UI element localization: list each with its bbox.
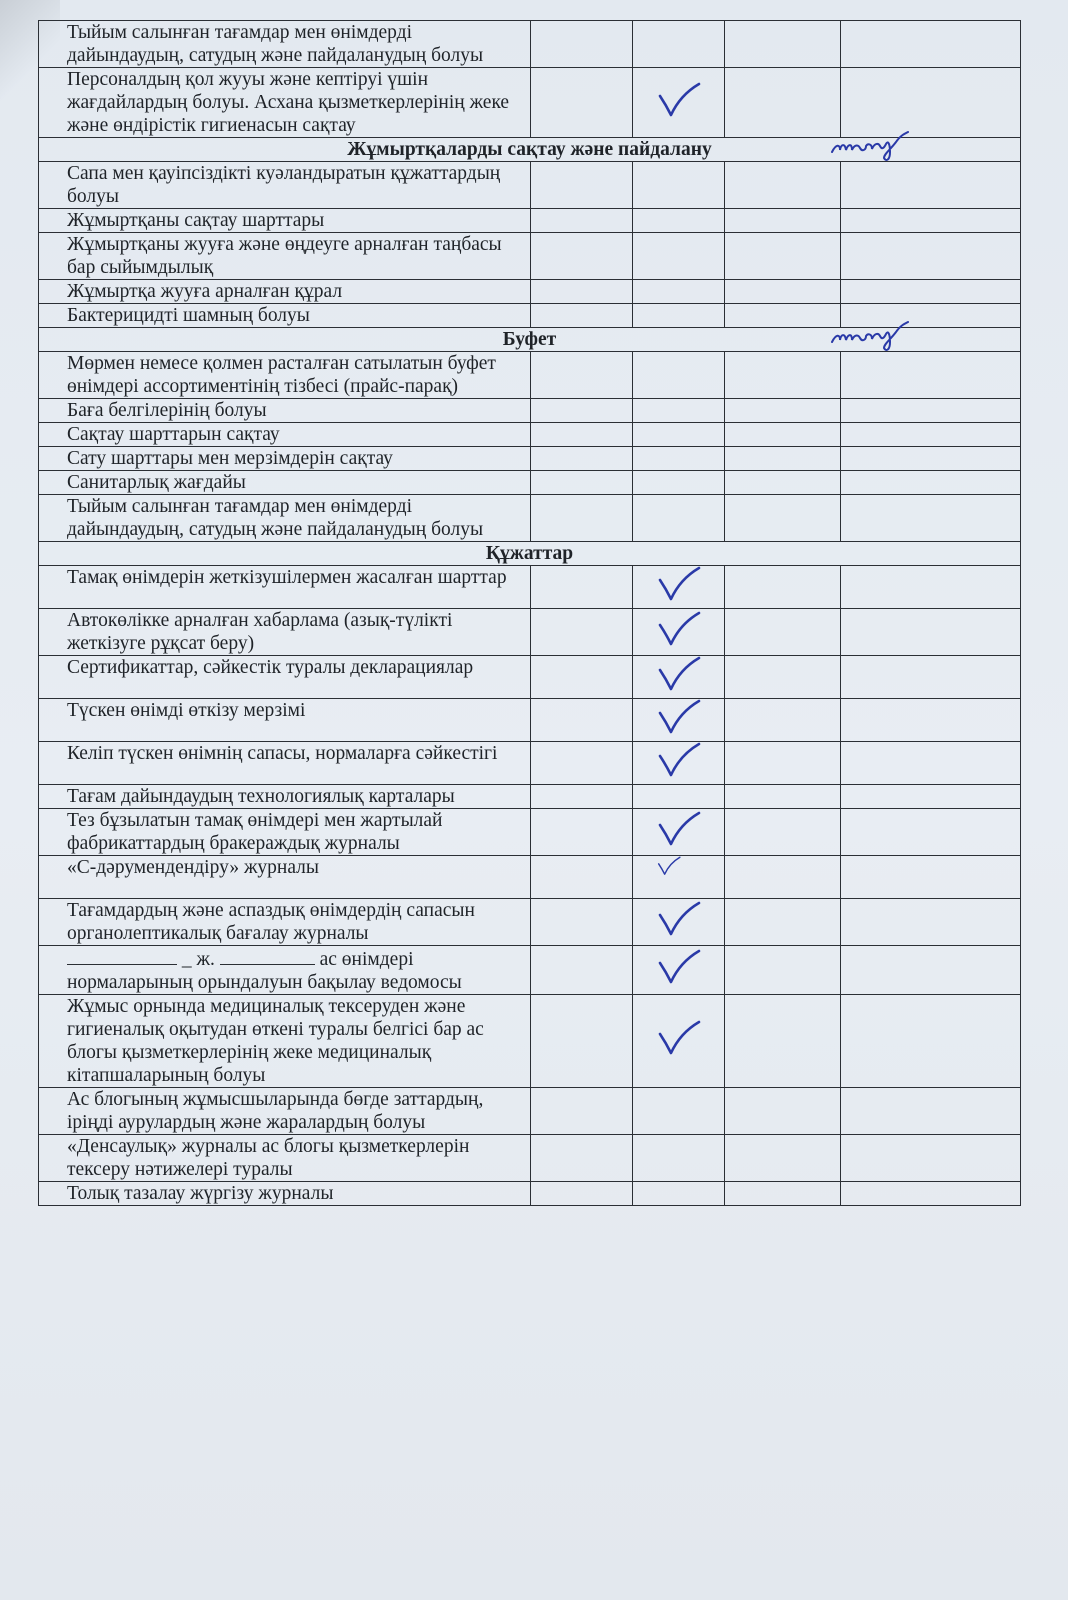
mark-cell-1 [531,280,633,304]
mark-cell-1 [531,656,633,699]
check-mark-icon [657,82,701,118]
mark-cell-3 [725,471,841,495]
year-abbrev: ж. [196,949,215,970]
item-label: Сақтау шарттарын сақтау [67,424,280,445]
mark-cell-3 [725,209,841,233]
mark-cell-2 [633,399,725,423]
inspection-checklist-table [38,20,1021,1206]
blank-line [67,946,177,965]
mark-cell-2 [633,946,725,995]
checklist-row [39,856,1021,899]
check-mark-icon [657,1020,701,1056]
checklist-item-text [39,566,531,609]
mark-cell-4 [841,21,1021,68]
checklist-item-text [39,304,531,328]
mark-cell-1 [531,162,633,209]
mark-cell-2 [633,162,725,209]
mark-cell-4 [841,399,1021,423]
checklist-item-text [39,209,531,233]
checklist-row [39,946,1021,995]
mark-cell-3 [725,1182,841,1206]
checklist-item-text [39,899,531,946]
mark-cell-1 [531,21,633,68]
check-mark-icon [657,949,701,985]
mark-cell-1 [531,352,633,399]
checklist-row [39,1088,1021,1135]
mark-cell-4 [841,995,1021,1088]
mark-cell-2 [633,233,725,280]
mark-cell-4 [841,742,1021,785]
check-mark-icon [657,611,701,647]
item-label: Тағамдардың және аспаздық өнімдердің сапасын органолептикалық бағалау журналы [67,900,475,944]
mark-cell-1 [531,856,633,899]
item-label: Тыйым салынған тағамдар мен өнімдерді дайындаудың, сатудың және пайдаланудың болуы [67,496,484,540]
mark-cell-3 [725,21,841,68]
mark-cell-3 [725,68,841,138]
checklist-item-text [39,656,531,699]
section-title-text: Жұмыртқаларды сақтау және пайдалану [347,139,712,160]
checklist-item-text [39,471,531,495]
mark-cell-3 [725,566,841,609]
mark-cell-4 [841,495,1021,542]
mark-cell-4 [841,162,1021,209]
mark-cell-3 [725,1088,841,1135]
mark-cell-3 [725,423,841,447]
mark-cell-2 [633,995,725,1088]
checklist-item-text [39,946,531,995]
mark-cell-1 [531,209,633,233]
item-label: Тыйым салынған тағамдар мен өнімдерді дайындаудың, сатудың және пайдаланудың болуы [67,22,484,66]
blank-separator: _ [177,949,197,970]
mark-cell-4 [841,447,1021,471]
checklist-row [39,352,1021,399]
mark-cell-3 [725,946,841,995]
mark-cell-2 [633,609,725,656]
item-label: Бактерицидті шамның болуы [67,305,310,326]
item-label: Автокөлікке арналған хабарлама (азық-түлікті жеткізуге рұқсат беру) [67,610,453,654]
item-label: Жұмыртқа жууға арналған құрал [67,281,343,302]
checklist-row [39,809,1021,856]
mark-cell-3 [725,609,841,656]
mark-cell-3 [725,352,841,399]
mark-cell-3 [725,495,841,542]
checklist-row [39,280,1021,304]
check-mark-icon [657,856,701,892]
mark-cell-4 [841,899,1021,946]
section-header-row [39,542,1021,566]
checklist-row [39,995,1021,1088]
mark-cell-2 [633,809,725,856]
checklist-item-text [39,995,531,1088]
handwritten-signature [830,320,910,354]
checklist-item-text [39,233,531,280]
check-mark-icon [657,656,701,692]
mark-cell-3 [725,304,841,328]
check-mark-icon [657,742,701,778]
mark-cell-2 [633,699,725,742]
mark-cell-3 [725,742,841,785]
checklist-item-text [39,423,531,447]
mark-cell-4 [841,68,1021,138]
item-label: Тамақ өнімдерін жеткізушілермен жасалған шарттар [67,567,507,588]
mark-cell-1 [531,423,633,447]
mark-cell-2 [633,423,725,447]
mark-cell-1 [531,1088,633,1135]
mark-cell-1 [531,399,633,423]
blank-line [220,946,315,965]
mark-cell-2 [633,1135,725,1182]
item-label: «С-дәрумендендіру» журналы [67,857,320,878]
mark-cell-1 [531,1182,633,1206]
mark-cell-4 [841,856,1021,899]
checklist-item-text [39,609,531,656]
item-label: «Денсаулық» журналы ас блогы қызметкерлерін тексеру нәтижелері туралы [67,1136,470,1180]
item-label: Мөрмен немесе қолмен расталған сатылатын буфет өнімдері ассортиментінің тізбесі (прайс-парақ) [67,353,496,397]
checklist-item-text [39,856,531,899]
checklist-row [39,699,1021,742]
checklist-row [39,656,1021,699]
item-label: Жұмыс орнында медициналық тексеруден және гигиеналық оқытудан өткені туралы белгісі бар ас блогы қызметкерлерінің жеке медициналық кітапшаларының болуы [67,996,484,1086]
mark-cell-3 [725,447,841,471]
mark-cell-4 [841,1088,1021,1135]
mark-cell-2 [633,566,725,609]
mark-cell-1 [531,742,633,785]
mark-cell-4 [841,609,1021,656]
checklist-row [39,209,1021,233]
item-label: Санитарлық жағдайы [67,472,246,493]
mark-cell-3 [725,399,841,423]
checklist-row [39,399,1021,423]
checklist-item-text [39,1182,531,1206]
checklist-row [39,566,1021,609]
mark-cell-1 [531,995,633,1088]
mark-cell-3 [725,656,841,699]
mark-cell-2 [633,21,725,68]
checklist-row [39,233,1021,280]
check-mark-icon [657,699,701,735]
checklist-item-text [39,809,531,856]
item-label: Тез бұзылатын тамақ өнімдері мен жартылай фабрикаттардың бракераждық журналы [67,810,443,854]
mark-cell-2 [633,899,725,946]
mark-cell-3 [725,899,841,946]
checklist-row [39,609,1021,656]
mark-cell-2 [633,1088,725,1135]
mark-cell-3 [725,162,841,209]
checklist-row [39,21,1021,68]
mark-cell-4 [841,1135,1021,1182]
mark-cell-4 [841,233,1021,280]
checklist-item-text [39,68,531,138]
mark-cell-1 [531,447,633,471]
mark-cell-2 [633,656,725,699]
mark-cell-1 [531,809,633,856]
checklist-item-text [39,352,531,399]
mark-cell-1 [531,946,633,995]
section-header-row [39,328,1021,352]
checklist-row [39,423,1021,447]
section-title-text: Буфет [502,329,557,350]
mark-cell-4 [841,699,1021,742]
item-label: Ас блогының жұмысшыларында бөгде заттардың, іріңді аурулардың және жаралардың болуы [67,1089,484,1133]
mark-cell-4 [841,352,1021,399]
mark-cell-4 [841,946,1021,995]
section-title-text: Құжаттар [485,543,574,564]
checklist-row [39,1135,1021,1182]
checklist-row [39,162,1021,209]
mark-cell-4 [841,423,1021,447]
item-label: Сату шарттары мен мерзімдерін сақтау [67,448,393,469]
mark-cell-1 [531,609,633,656]
mark-cell-4 [841,1182,1021,1206]
mark-cell-1 [531,899,633,946]
mark-cell-1 [531,1135,633,1182]
checklist-item-text [39,1135,531,1182]
mark-cell-1 [531,68,633,138]
mark-cell-2 [633,856,725,899]
checklist-item-text [39,742,531,785]
checklist-item-text [39,399,531,423]
mark-cell-4 [841,566,1021,609]
checklist-item-text [39,1088,531,1135]
item-label: Жұмыртқаны сақтау шарттары [67,210,325,231]
check-mark-icon [657,811,701,847]
mark-cell-3 [725,233,841,280]
mark-cell-2 [633,280,725,304]
mark-cell-3 [725,809,841,856]
checklist-item-text [39,162,531,209]
mark-cell-4 [841,656,1021,699]
mark-cell-2 [633,209,725,233]
mark-cell-2 [633,352,725,399]
item-label: Сапа мен қауіпсіздікті куәландыратын құжаттардың болуы [67,163,501,207]
mark-cell-2 [633,68,725,138]
mark-cell-4 [841,785,1021,809]
section-title [39,328,1021,352]
checklist-item-text [39,785,531,809]
mark-cell-4 [841,471,1021,495]
mark-cell-2 [633,304,725,328]
mark-cell-4 [841,809,1021,856]
item-label: Баға белгілерінің болуы [67,400,267,421]
item-label: ас өнімдері нормаларының орындалуын бақылау ведомосы [67,949,462,993]
item-label: Тағам дайындаудың технологиялық карталары [67,786,455,807]
item-label: Түскен өнімді өткізу мерзімі [67,700,306,721]
mark-cell-3 [725,1135,841,1182]
checklist-row [39,495,1021,542]
item-label: Сертификаттар, сәйкестік туралы декларациялар [67,657,474,678]
section-title [39,542,1021,566]
mark-cell-2 [633,495,725,542]
mark-cell-1 [531,785,633,809]
mark-cell-3 [725,280,841,304]
mark-cell-4 [841,209,1021,233]
checklist-row [39,68,1021,138]
mark-cell-2 [633,742,725,785]
item-label: Толық тазалау жүргізу журналы [67,1183,334,1204]
checklist-row [39,899,1021,946]
mark-cell-3 [725,856,841,899]
checklist-item-text [39,447,531,471]
check-mark-icon [657,901,701,937]
checklist-row [39,742,1021,785]
checklist-item-text [39,21,531,68]
checklist-row [39,471,1021,495]
mark-cell-3 [725,699,841,742]
check-mark-icon [657,566,701,602]
mark-cell-1 [531,699,633,742]
checklist-row [39,447,1021,471]
mark-cell-4 [841,280,1021,304]
mark-cell-2 [633,471,725,495]
checklist-row [39,1182,1021,1206]
section-title [39,138,1021,162]
checklist-row [39,785,1021,809]
mark-cell-3 [725,785,841,809]
item-label: Жұмыртқаны жууға және өңдеуге арналған таңбасы бар сыйымдылық [67,234,502,278]
mark-cell-1 [531,471,633,495]
mark-cell-2 [633,1182,725,1206]
checklist-item-text [39,280,531,304]
item-label: Персоналдың қол жууы және кептіруі үшін жағдайлардың болуы. Асхана қызметкерлерінің жеке және өндірістік гигиенасын сақтау [67,69,510,136]
mark-cell-1 [531,566,633,609]
checklist-item-text [39,495,531,542]
item-label: Келіп түскен өнімнің сапасы, нормаларға сәйкестігі [67,743,498,764]
mark-cell-2 [633,447,725,471]
mark-cell-2 [633,785,725,809]
mark-cell-1 [531,233,633,280]
mark-cell-1 [531,304,633,328]
handwritten-signature [830,130,910,164]
checklist-item-text [39,699,531,742]
mark-cell-1 [531,495,633,542]
section-header-row [39,138,1021,162]
mark-cell-3 [725,995,841,1088]
